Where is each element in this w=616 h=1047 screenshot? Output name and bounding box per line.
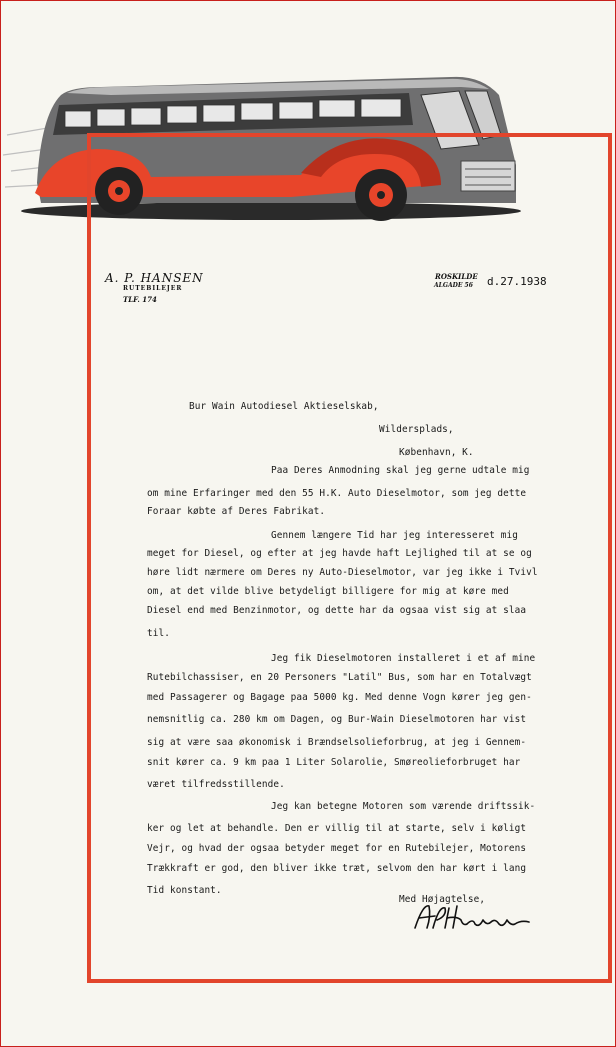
body-line: Diesel end med Benzinmotor, og dette har da ogsaa vist sig at slaa: [147, 605, 527, 616]
body-line: Jeg fik Dieselmotoren installeret i et af mine: [271, 653, 536, 664]
body-line: til.: [147, 628, 170, 639]
address-line-street: Wildersplads,: [379, 424, 454, 435]
body-line: Vejr, og hvad der ogsaa betyder meget for en Rutebilejer, Motorens: [147, 843, 527, 854]
closing: Med Højagtelse,: [399, 894, 486, 905]
body-line: nemsnitlig ca. 280 km om Dagen, og Bur-Wain Dieselmotoren har vist: [147, 714, 527, 725]
letter-date: d.27.1938: [487, 275, 547, 288]
sender-subtitle: RUTEBILEJER: [123, 285, 183, 292]
place-street: ALGADE 56: [434, 282, 473, 289]
body-line: med Passagerer og Bagage paa 5000 kg. Med denne Vogn kører jeg gen-: [147, 692, 532, 703]
body-line: Rutebilchassiser, en 20 Personers "Latil" Bus, som har en Totalvægt: [147, 672, 532, 683]
body-line: Tid konstant.: [147, 885, 222, 896]
sender-phone: TLF. 174: [123, 295, 157, 304]
body-line: høre lidt nærmere om Deres ny Auto-Dieselmotor, var jeg ikke i Tvivl: [147, 567, 538, 578]
body-line: Gennem længere Tid har jeg interesseret mig: [271, 530, 519, 541]
sender-name: A. P. HANSEN: [105, 271, 204, 285]
body-line: Jeg kan betegne Motoren som værende driftssik-: [271, 801, 536, 812]
address-line-city: København, K.: [399, 447, 474, 458]
body-line: været tilfredsstillende.: [147, 779, 285, 790]
address-line-company: Bur Wain Autodiesel Aktieselskab,: [189, 401, 379, 412]
place-city: ROSKILDE: [435, 272, 478, 281]
body-line: ker og let at behandle. Den er villig til at starte, selv i køligt: [147, 823, 527, 834]
body-line: om mine Erfaringer med den 55 H.K. Auto Dieselmotor, som jeg dette: [147, 488, 527, 499]
handwritten-signature: [409, 898, 534, 934]
body-line: meget for Diesel, og efter at jeg havde haft Lejlighed til at se og: [147, 548, 532, 559]
body-line: Foraar købte af Deres Fabrikat.: [147, 506, 326, 517]
body-line: Paa Deres Anmodning skal jeg gerne udtale mig: [271, 465, 530, 476]
body-line: snit kører ca. 9 km paa 1 Liter Solarolie, Smøreolieforbruget har: [147, 757, 521, 768]
body-line: sig at være saa økonomisk i Brændselsolieforbrug, at jeg i Gennem-: [147, 737, 527, 748]
body-line: om, at det vilde blive betydeligt billigere for mig at køre med: [147, 586, 509, 597]
body-line: Trækkraft er god, den bliver ikke træt, selvom den har kørt i lang: [147, 863, 527, 874]
